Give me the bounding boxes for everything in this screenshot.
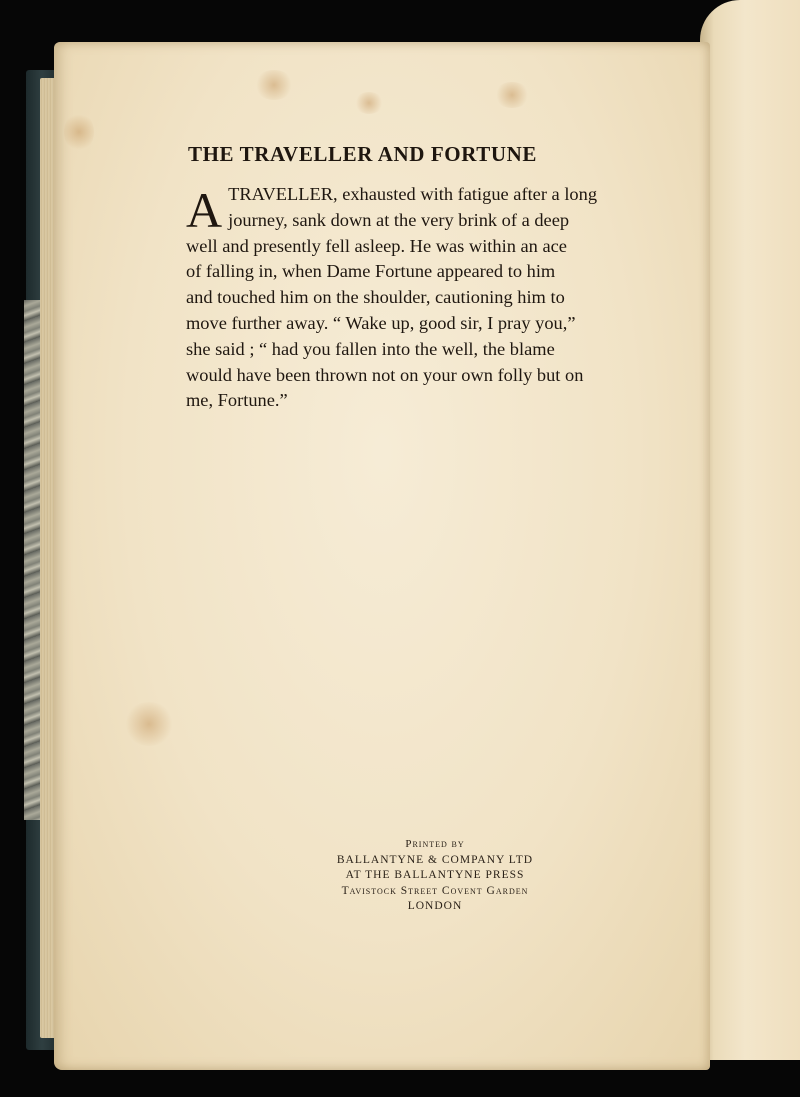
text-line: TRAVELLER, exhausted with fatigue after a long [228, 184, 598, 204]
imprint-line: BALLANTYNE & COMPANY LTD [336, 853, 534, 866]
imprint-line: LONDON [407, 900, 463, 912]
text-line: of falling in, when Dame Fortune appeared to him [186, 261, 556, 282]
text-line: move further away. “ Wake up, good sir, I pray you,” [186, 312, 576, 333]
fable-text [186, 182, 680, 414]
facing-page [700, 0, 800, 1060]
imprint-line: AT THE BALLANTYNE PRESS [345, 869, 525, 881]
text-line: journey, sank down at the very brink of a deep [228, 209, 570, 230]
foxing-spot [354, 92, 384, 114]
text-line: would have been thrown not on your own folly but on [186, 364, 584, 385]
foxing-spot [124, 702, 174, 746]
foxing-spot [64, 112, 94, 152]
foxing-spot [494, 82, 530, 108]
foxing-spot [254, 70, 294, 100]
drop-cap: A [186, 182, 223, 238]
imprint-line: Printed by [405, 838, 465, 850]
imprint-line: Tavistock Street Covent Garden [341, 884, 529, 897]
text-line: well and presently fell asleep. He was within an ace [186, 235, 567, 256]
page-title: THE TRAVELLER AND FORTUNE [188, 142, 537, 166]
text-line: and touched him on the shoulder, cautioning him to [186, 287, 565, 308]
text-line: me, Fortune.” [186, 390, 288, 411]
text-line: she said ; “ had you fallen into the well, the blame [186, 338, 555, 359]
printer-imprint [300, 837, 570, 915]
